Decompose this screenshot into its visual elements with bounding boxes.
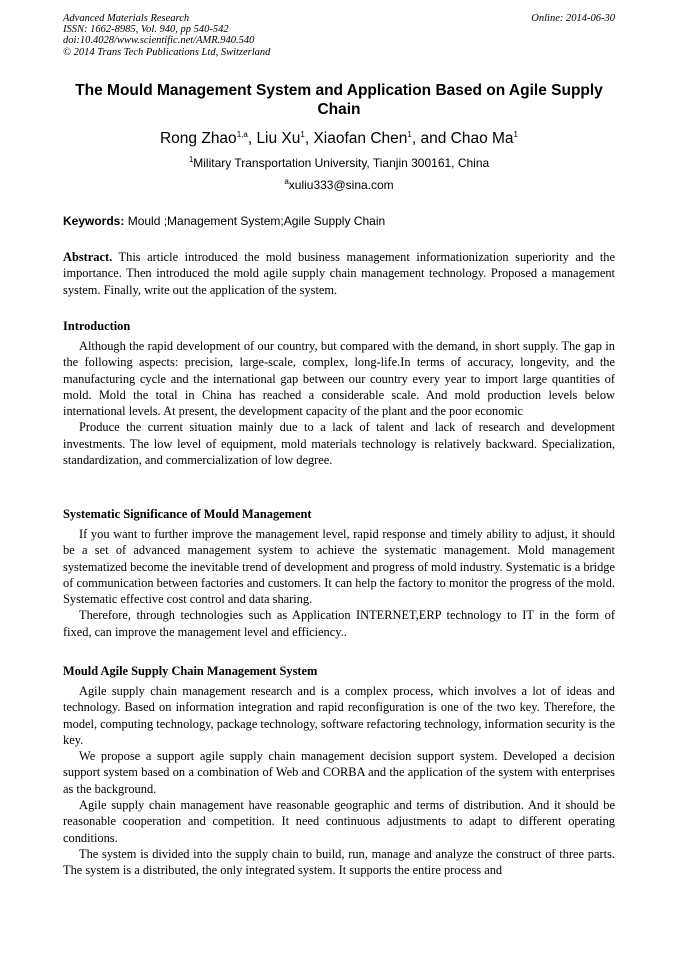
journal-issn: ISSN: 1662-8985, Vol. 940, pp 540-542 (63, 24, 229, 36)
paragraph: The system is divided into the supply chain to build, run, manage and analyze the construct of three parts. The system is a distributed, the only integrated system. It supports the entire process and (63, 846, 615, 878)
journal-doi[interactable]: doi:10.4028/www.scientific.net/AMR.940.540 (63, 35, 255, 47)
section-introduction (63, 318, 615, 468)
author-separator: , (247, 130, 257, 147)
affiliation-mark: 1 (188, 155, 194, 164)
affiliation (63, 156, 615, 171)
paper-title: The Mould Management System and Application Based on Agile Supply Chain (75, 82, 603, 118)
author-email (63, 178, 615, 193)
paragraph: If you want to further improve the management level, rapid response and timely ability to adjust, it should be a set of advanced management system to achieve the systematic management. Mold management systematized become the inevitable trend of development and progress of mold industry. Systematic is a bridge of communication between factories and customers. It can help the factory to monitor the progress of the mold. Systematic effective cost control and data sharing. (63, 527, 615, 607)
author-list (63, 130, 615, 148)
section-agile-supply-chain (63, 663, 615, 879)
author-name: Liu Xu (256, 130, 301, 147)
author-affil-mark: 1 (407, 129, 412, 139)
abstract (63, 249, 615, 298)
section-heading: Introduction (63, 319, 131, 333)
author-separator: , and (411, 130, 451, 147)
author-affil-mark: 1 (300, 129, 305, 139)
author-affil-mark: 1 (513, 129, 518, 139)
section-heading: Systematic Significance of Mould Management (63, 507, 312, 521)
section-heading: Mould Agile Supply Chain Management System (63, 664, 318, 678)
abstract-text: This article introduced the mold business management informationization superiority and the importance. Then introduced the mold agile supply chain management technology. Proposed a management system. Finally, write out the application of the system. (63, 250, 615, 297)
author-affil-mark: 1,a (236, 129, 248, 139)
keywords-label: Keywords: (63, 214, 125, 228)
online-date: Online: 2014-06-30 (531, 13, 615, 24)
paragraph: Agile supply chain management research and is a complex process, which involves a lot of ideas and technology. Based on information integration and rapid reconfiguration is one of the two key. Therefore, the model, computing technology, package technology, software refactoring technology, information security is the key. (63, 684, 615, 747)
author-name: Xiaofan Chen (313, 130, 408, 147)
abstract-label: Abstract. (63, 250, 113, 264)
paragraph: Although the rapid development of our country, but compared with the demand, in short supply. The gap in the following aspects: precision, large-scale, complex, long-life.In terms of accuracy, longevity, and the manufacturing cycle and the international gap between our country every year to import large quantities of mold. Mold the total in China has reached a considerable scale. And mold production levels below international levels. At present, the development capacity of the plant and the poor economic (63, 339, 615, 419)
paragraph: Agile supply chain management have reasonable geographic and terms of distribution. And it should be reasonable cooperation and competition. It need continuous adjustments to adapt to different operating conditions. (63, 798, 615, 845)
journal-info (63, 13, 270, 58)
paragraph: We propose a support agile supply chain management decision support system. Developed a decision support system based on a combination of Web and CORBA and the application of the system with enterprises as the background. (63, 749, 615, 796)
author-name: Chao Ma (450, 130, 514, 147)
section-systematic-significance (63, 506, 615, 640)
journal-name: Advanced Materials Research (63, 13, 190, 24)
email-mark: a (284, 177, 289, 186)
keywords-text: Mould ;Management System;Agile Supply Chain (124, 214, 386, 228)
affiliation-text: Military Transportation University, Tianjin 300161, China (193, 156, 490, 170)
author-name: Rong Zhao (159, 130, 237, 147)
author-separator: , (304, 130, 314, 147)
email-address[interactable]: xuliu333@sina.com (288, 178, 394, 192)
paragraph: Therefore, through technologies such as Application INTERNET,ERP technology to IT in the form of fixed, can improve the management level and efficiency.. (63, 608, 615, 639)
journal-copyright: © 2014 Trans Tech Publications Ltd, Switzerland (63, 46, 271, 58)
paragraph: Produce the current situation mainly due to a lack of talent and lack of research and development investments. The low level of equipment, mold materials technology is relatively backward. Specialization, standardization, and commercialization of low degree. (63, 420, 615, 468)
keywords (63, 214, 615, 229)
